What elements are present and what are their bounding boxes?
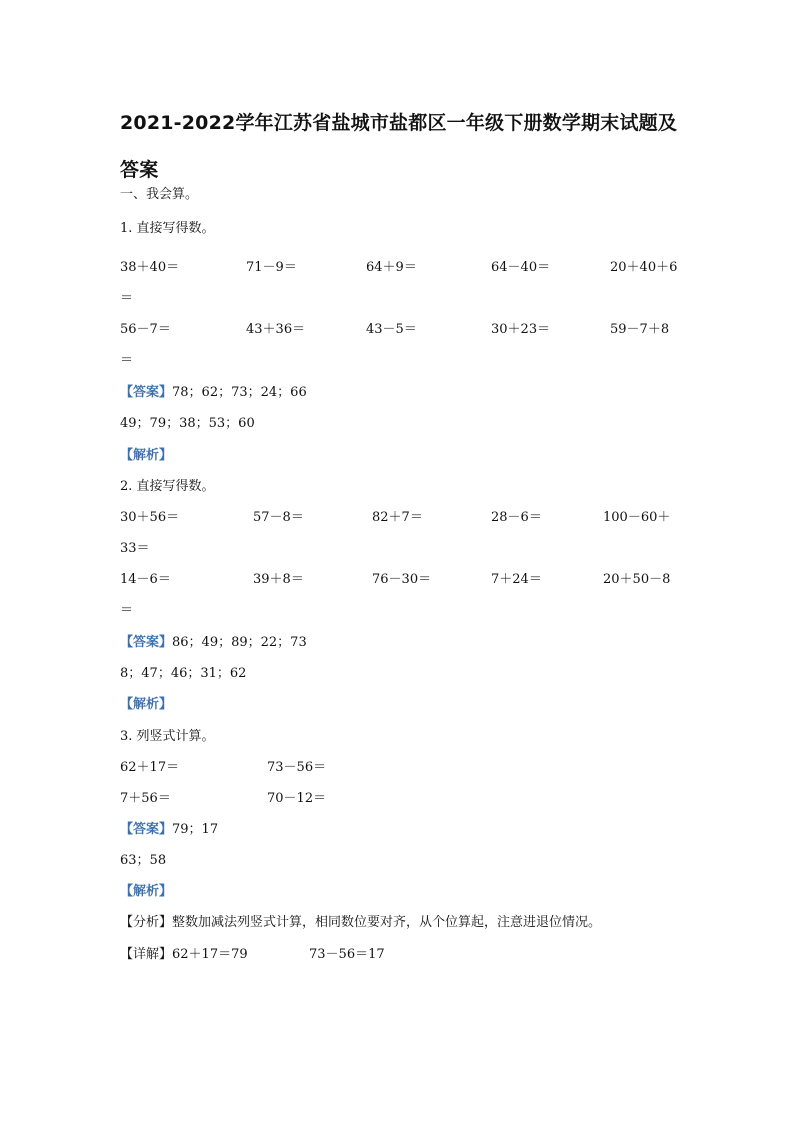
math-problem: 57－8＝ xyxy=(253,510,304,525)
math-problem: 70－12＝ xyxy=(267,791,327,806)
q2-problem-row-1 xyxy=(0,508,793,528)
wrapped-equals: ＝ xyxy=(120,353,134,368)
q2-problem-row-2 xyxy=(0,570,793,590)
answer-tag: 【答案】 xyxy=(120,822,173,837)
xiangjie-result-1: 62＋17＝79 xyxy=(172,947,248,962)
math-problem: 56－7＝ xyxy=(120,322,171,337)
q3-problem-row-2 xyxy=(0,789,793,809)
math-problem: 38＋40＝ xyxy=(120,260,180,275)
math-problem: 64－40＝ xyxy=(491,260,551,275)
math-problem: 28－6＝ xyxy=(491,510,542,525)
math-problem: 14－6＝ xyxy=(120,572,171,587)
fenxi-line xyxy=(120,913,601,933)
q3-problem-row-1 xyxy=(0,758,793,778)
answer-tag: 【答案】 xyxy=(120,635,173,650)
wrapped-equals: 33＝ xyxy=(120,541,150,556)
math-problem: 82＋7＝ xyxy=(372,510,423,525)
math-problem: 62＋17＝ xyxy=(120,760,180,775)
question-1-heading: 1. 直接写得数。 xyxy=(120,221,215,236)
math-problem: 20＋40＋6 xyxy=(610,260,678,275)
xiangjie-first xyxy=(120,945,248,965)
math-problem: 43－5＝ xyxy=(366,322,417,337)
wrapped-equals: ＝ xyxy=(120,603,134,618)
math-problem: 39＋8＝ xyxy=(253,572,304,587)
wrapped-equals: ＝ xyxy=(120,291,134,306)
math-problem: 30＋23＝ xyxy=(491,322,551,337)
answer-tag: 【答案】 xyxy=(120,385,173,400)
answer-line xyxy=(120,633,307,653)
math-problem: 30＋56＝ xyxy=(120,510,180,525)
document-title: 2021-2022学年江苏省盐城市盐都区一年级下册数学期末试题及答案 xyxy=(120,112,678,181)
answer-values: 79；17 xyxy=(172,822,219,837)
math-problem: 43＋36＝ xyxy=(246,322,306,337)
analysis-tag: 【解析】 xyxy=(120,448,173,463)
analysis-tag: 【解析】 xyxy=(120,884,173,899)
question-2-heading: 2. 直接写得数。 xyxy=(120,479,215,494)
fenxi-tag: 【分析】 xyxy=(120,915,173,930)
math-problem: 7＋56＝ xyxy=(120,791,171,806)
math-problem: 64＋9＝ xyxy=(366,260,417,275)
q1-problem-row-2 xyxy=(0,320,793,340)
math-problem: 71－9＝ xyxy=(246,260,297,275)
answer-line xyxy=(120,820,218,840)
xiangjie-result-2: 73－56＝17 xyxy=(309,947,385,962)
answer-line xyxy=(120,383,307,403)
fenxi-text: 整数加减法列竖式计算，相同数位要对齐，从个位算起，注意进退位情况。 xyxy=(172,915,602,930)
q1-problem-row-1 xyxy=(0,258,793,278)
analysis-tag: 【解析】 xyxy=(120,697,173,712)
answer-values: 86；49；89；22；73 xyxy=(172,635,307,650)
answer-values: 78；62；73；24；66 xyxy=(172,385,307,400)
math-problem: 59－7＋8 xyxy=(610,322,670,337)
math-problem: 7＋24＝ xyxy=(491,572,542,587)
answer-line-2: 63；58 xyxy=(120,853,167,868)
section-heading: 一、我会算。 xyxy=(120,187,199,202)
math-problem: 73－56＝ xyxy=(267,760,327,775)
math-problem: 76－30＝ xyxy=(372,572,432,587)
xiangjie-line xyxy=(0,945,793,965)
math-problem: 100－60＋ xyxy=(603,510,671,525)
xiangjie-tag: 【详解】 xyxy=(120,947,173,962)
question-3-heading: 3. 列竖式计算。 xyxy=(120,729,215,744)
answer-line-2: 8；47；46；31；62 xyxy=(120,666,247,681)
answer-line-2: 49；79；38；53；60 xyxy=(120,416,255,431)
math-problem: 20＋50－8 xyxy=(603,572,671,587)
